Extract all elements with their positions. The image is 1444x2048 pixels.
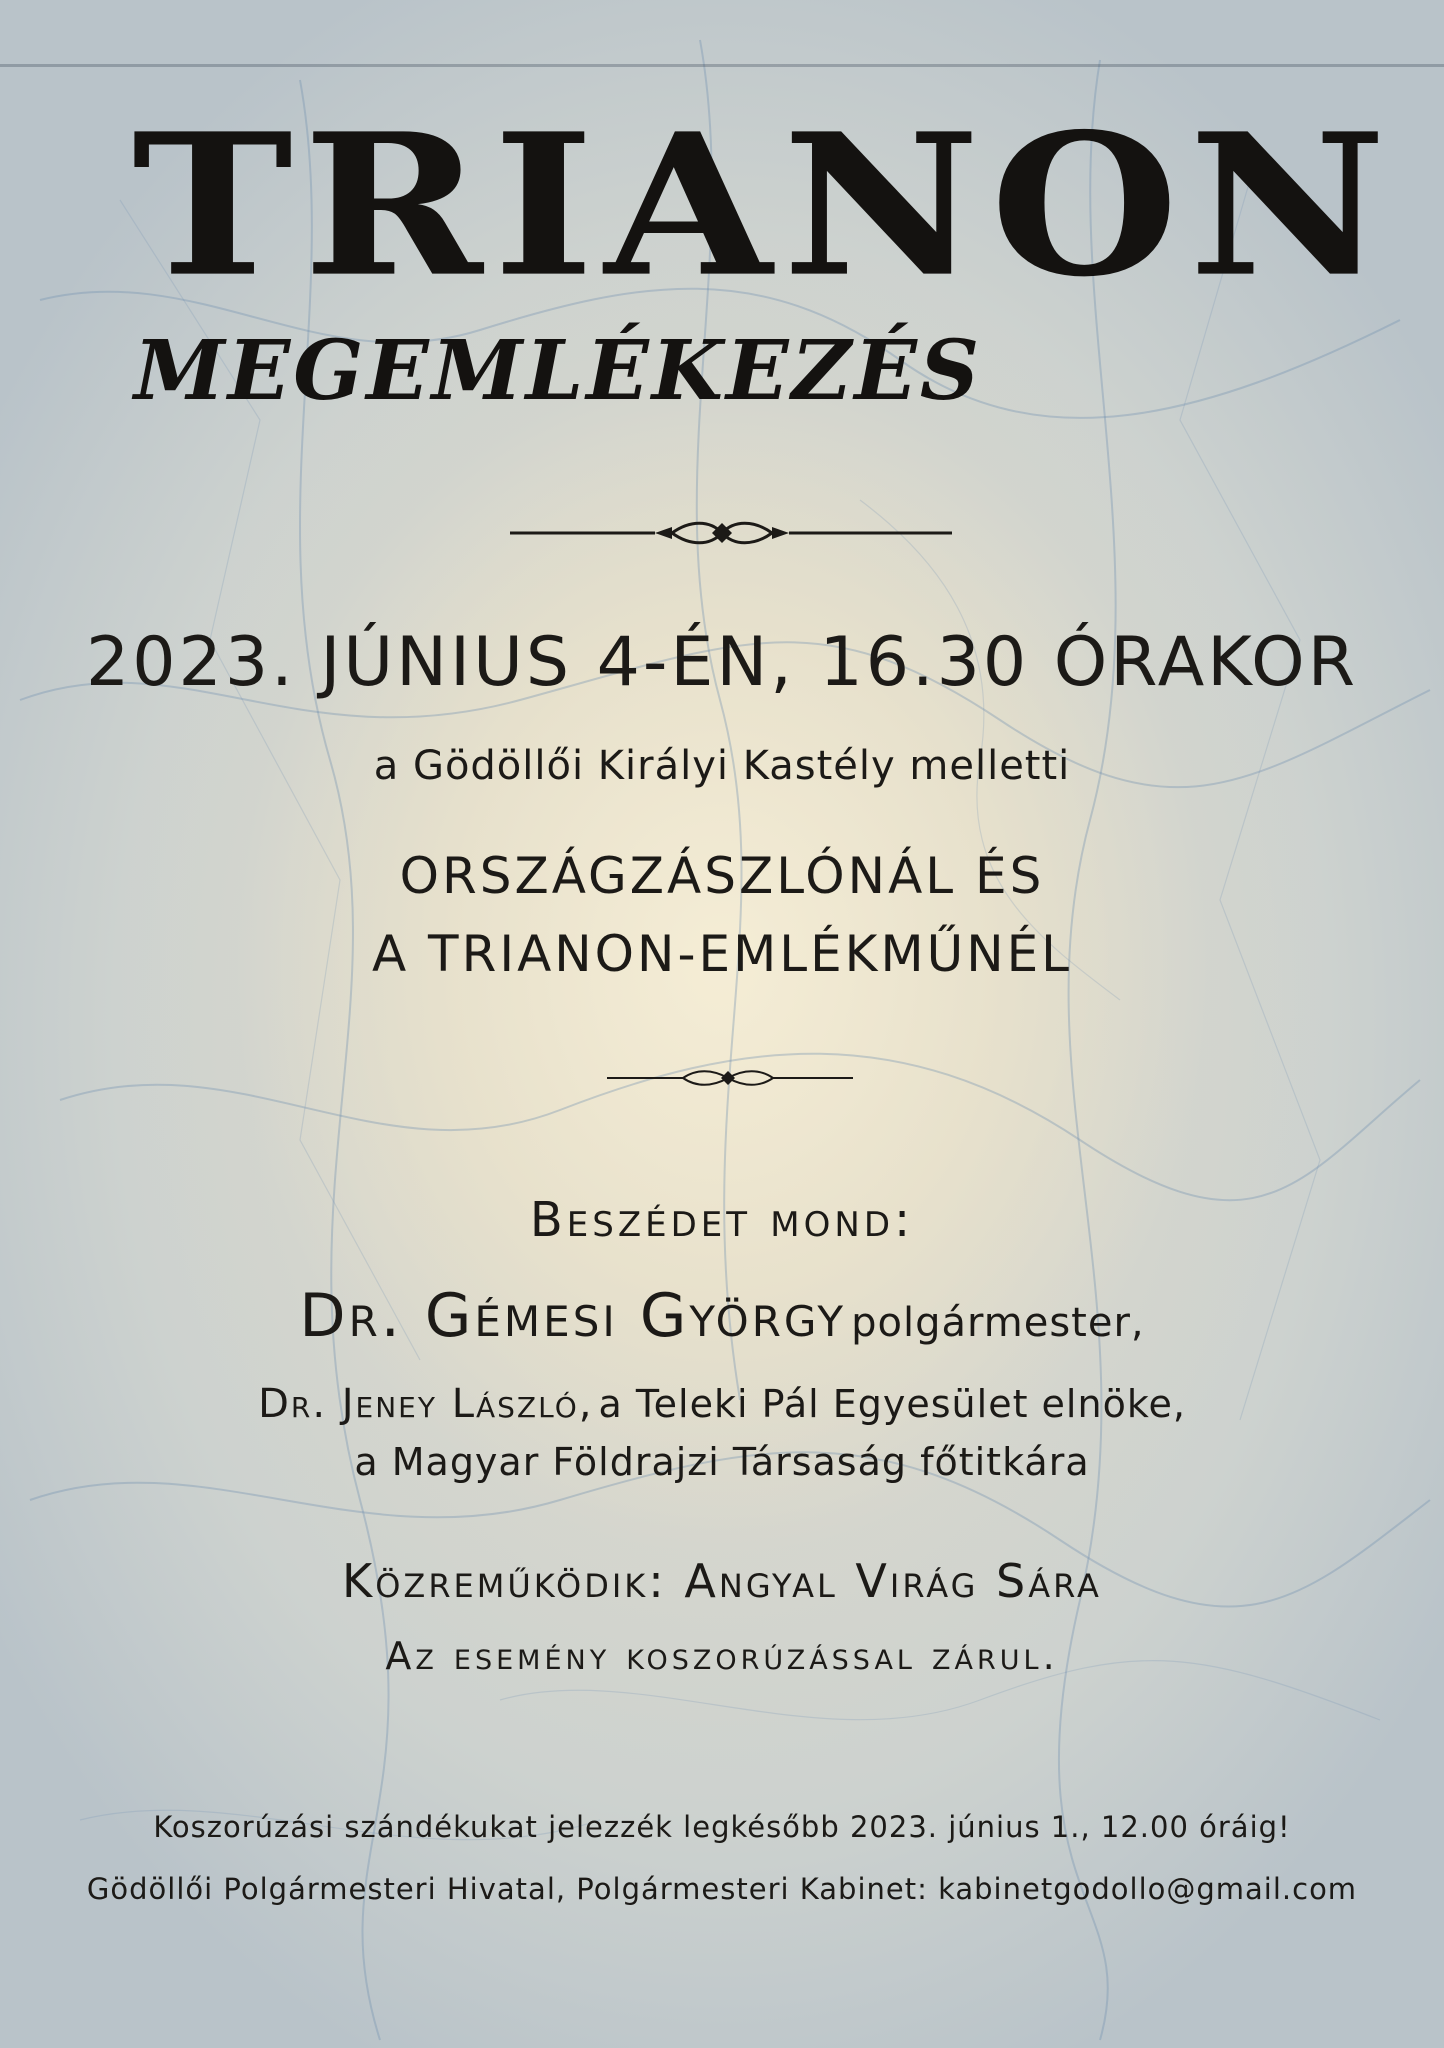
wreath-deadline-note: Koszorúzási szándékukat jelezzék legkésőbb 2023. június 1., 12.00 óráig! [153,1810,1291,1844]
subtitle: MEGEMLÉKEZÉS [134,323,983,419]
second-speaker [0,1380,1444,1428]
second-speaker-role-line-2: a Magyar Földrajzi Társaság főtitkára [354,1440,1090,1484]
closing-note: Az esemény koszorúzással zárul. [385,1634,1059,1678]
ornament-divider-top [0,518,1444,548]
venue-intro: a Gödöllői Királyi Kastély melletti [373,743,1071,789]
top-border-line [0,64,1444,67]
event-date-time: 2023. JÚNIUS 4-ÉN, 16.30 ÓRAKOR [86,623,1358,702]
speakers-heading: Beszédet mond: [529,1192,915,1248]
main-speaker [0,1280,1444,1352]
venue-line-1: ORSZÁGZÁSZLÓNÁL ÉS [399,847,1045,905]
main-speaker-name: Dr. Gémesi György [299,1281,847,1351]
contact-info: Gödöllői Polgármesteri Hivatal, Polgármesteri Kabinet: kabinetgodollo@gmail.com [86,1872,1358,1906]
second-speaker-role: a Teleki Pál Egyesület elnöke, [598,1382,1186,1426]
second-speaker-name: Dr. Jeney László, [258,1381,594,1427]
ornament-divider-middle [0,1063,1444,1093]
title: TRIANON [132,90,1397,320]
performer: Közreműködik: Angyal Virág Sára [342,1554,1102,1608]
main-speaker-role: polgármester, [851,1300,1145,1346]
venue-line-2: A TRIANON-EMLÉKMŰNÉL [371,925,1073,983]
